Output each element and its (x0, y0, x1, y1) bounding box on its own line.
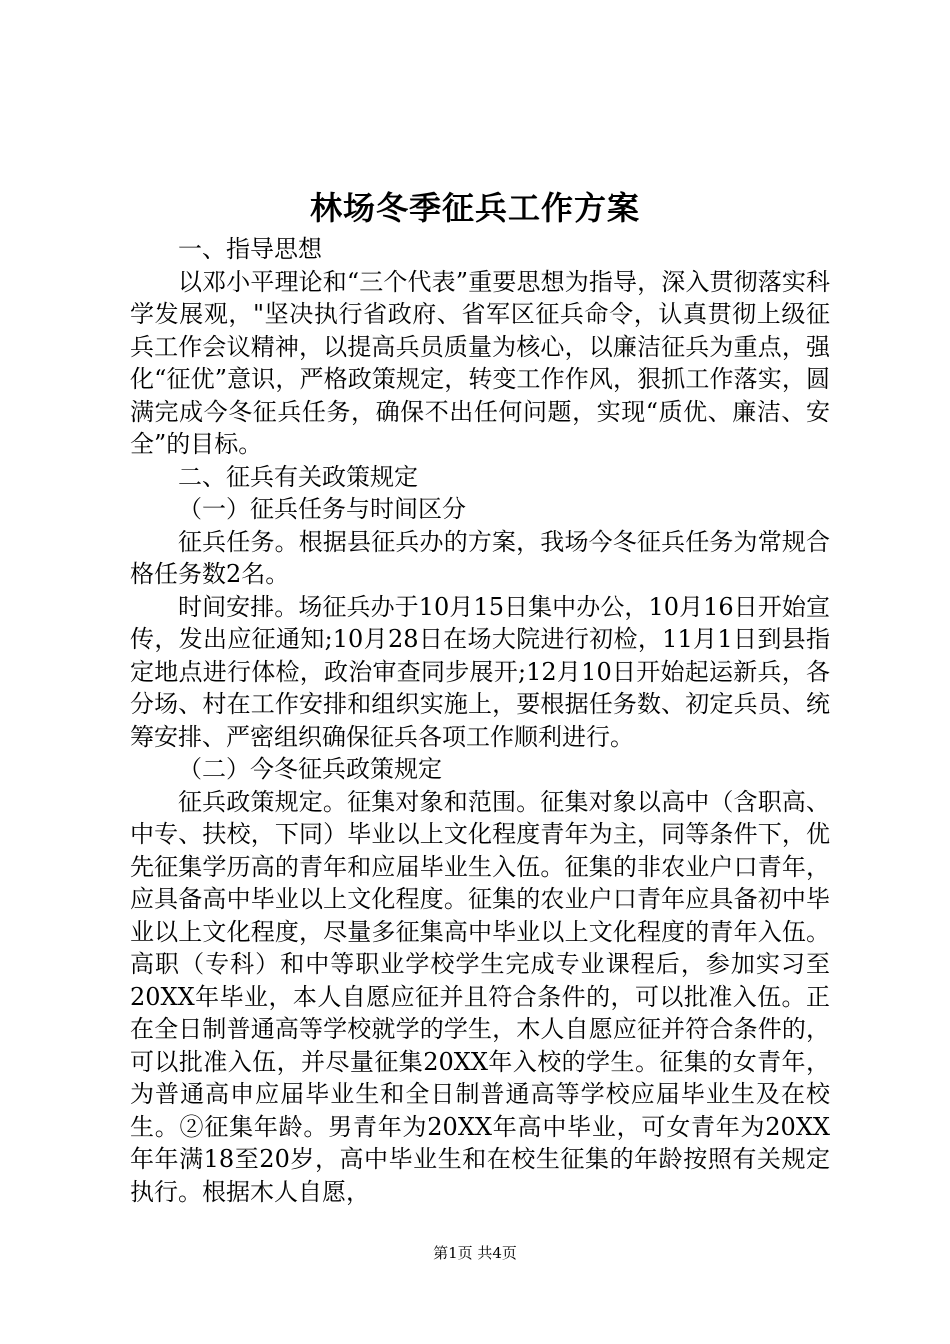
document-body (130, 233, 830, 1208)
paragraph-schedule: 时间安排。场征兵办于10月15日集中办公，10月16日开始宣传，发出应征通知;10月28日在场大院进行初检，11月1日到县指定地点进行体检，政治审查同步展开;12月10日开始起运新兵，各分场、村在工作安排和组织实施上，要根据任务数、初定兵员、统筹安排、严密组织确保征兵各项工作顺利进行。 (130, 592, 830, 751)
subsection-heading-policy-rules: （二）今冬征兵政策规定 (178, 755, 442, 783)
section-heading-guiding-thought: 一、指导思想 (178, 235, 322, 263)
page-number-footer: 第1页 共4页 (433, 1244, 517, 1262)
document-title: 林场冬季征兵工作方案 (309, 189, 640, 227)
subsection-heading-task-time: （一）征兵任务与时间区分 (178, 495, 466, 523)
section-heading-policy: 二、征兵有关政策规定 (178, 462, 418, 491)
paragraph-policy-rules: 征兵政策规定。征集对象和范围。征集对象以高中（含职高、中专、扶校，下同）毕业以上文化程度青年为主，同等条件下，优先征集学历高的青年和应届毕业生入伍。征集的非农业户口青年，应具备高中毕业以上文化程度。征集的农业户口青年应具备初中毕业以上文化程度，尽量多征集高中毕业以上文化程度的青年入伍。高职（专科）和中等职业学校学生完成专业课程后，参加实习至20XX年毕业，本人自愿应征并且符合条件的，可以批准入伍。正在全日制普通高等学校就学的学生，木人自愿应征并符合条件的，可以批准入伍，并尽量征集20XX年入校的学生。征集的女青年，为普通高申应届毕业生和全日制普通高等学校应届毕业生及在校生。②征集年龄。男青年为20XX年高中毕业，可女青年为20XX年年满18至20岁，高中毕业生和在校生征集的年龄按照有关规定执行。根据木人自愿， (130, 787, 830, 1206)
paragraph-task: 征兵任务。根据县征兵办的方案，我场今冬征兵任务为常规合格任务数2名。 (130, 527, 830, 588)
paragraph-guiding-thought: 以邓小平理论和“三个代表”重要思想为指导，深入贯彻落实科学发展观，"坚决执行省政府、省军区征兵命令，认真贯彻上级征兵工作会议精神，以提高兵员质量为核心，以廉洁征兵为重点，强化“征优”意识，严格政策规定，转变工作作风，狠抓工作落实，圆满完成今冬征兵任务，确保不出任何问题，实现“质优、廉洁、安全”的目标。 (130, 267, 830, 458)
